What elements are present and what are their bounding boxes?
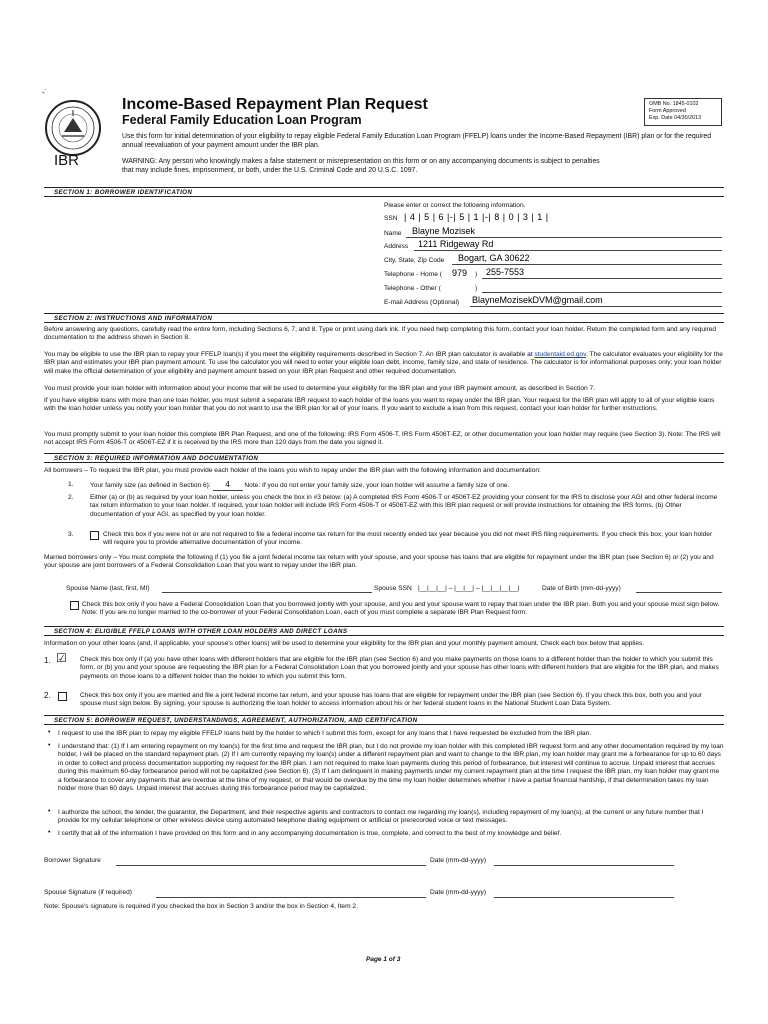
bullet-1: • xyxy=(48,729,51,736)
city-value: Bogart, GA 30622 xyxy=(458,253,530,263)
family-size-field[interactable] xyxy=(213,481,243,491)
corner-mark: -˙ xyxy=(42,88,48,97)
spouse-date-label: Date (mm-dd-yyyy) xyxy=(430,889,487,896)
section1-prompt: Please enter or correct the following information. xyxy=(384,202,526,209)
married-borrowers-text: Married borrowers only – You must complete the following if (1) you file a joint federal income tax return with your spouse, and your spouse has loans that are eligible for repayment under the IBR plan (see Section 6) or (2) you and your spouse are joint borrowers of a Federal Consolidation Loan that you want to repay under the IBR plan. xyxy=(44,554,714,570)
section3-item1 xyxy=(90,481,724,491)
tel-home-close: ) xyxy=(475,271,478,278)
section3-item1-num: 1. xyxy=(68,481,74,488)
section3-item2-num: 2. xyxy=(68,494,74,501)
borrower-signature-field[interactable] xyxy=(116,856,426,866)
spouse-name-field[interactable] xyxy=(162,582,372,593)
section4-item2: Check this box only if you are married and file a joint federal income tax return, and your spouse has loans that are eligible for repayment under the IBR plan (see Section 6). If you check this box, both you and your spouse must sign below. By signing, your spouse is authorizing the loan holder to access information about his or her federal student loans in the National Student Loan Data System. xyxy=(80,692,702,708)
section2-p4: If you have eligible loans with more than one loan holder, you must submit a separate IBR request to each holder of the loans you want to repay under the IBR plan. Your request for the IBR plan will apply to all of your eligible loans with the loan holder unless you notify your loan holder that you do not want to use the IBR plan for all of your loans. If you want to exclude a loan from this request, contact your loan holder for further instructions. xyxy=(44,397,715,413)
bullet-4: • xyxy=(48,829,51,836)
spouse-ssn-label: Spouse SSN xyxy=(374,585,412,592)
email-field[interactable] xyxy=(470,296,722,307)
warning-text: WARNING: Any person who knowingly makes a false statement or misrepresentation on this form or on any accompanying documents is subject to penalties that may include fines, imprisonment, or both, under the U.S. Criminal Code and 20 U.S.C. 1097. xyxy=(122,158,600,174)
section3-item3-num: 3. xyxy=(68,531,74,538)
section5-bullet-4: I certify that all of the information I have provided on this form and in any accompanying documentation is true, complete, and correct to the best of my knowledge and belief. xyxy=(58,830,562,837)
city-label: City, State, Zip Code xyxy=(384,257,445,264)
section5-bullet-1: I request to use the IBR plan to repay my eligible FFELP loans held by the holder to which I submit this form, except for any loans that I have requested be excluded from the IBR plan. xyxy=(58,730,592,737)
section2-p2-start: You may be eligible to use the IBR plan to repay your FFELP loan(s) if you meet the eligibility requirements described in Section 7. An IBR plan calculator is available at xyxy=(44,351,535,358)
name-value: Blayne Mozisek xyxy=(412,226,476,236)
bullet-3: • xyxy=(48,808,51,815)
spouse-signature-label: Spouse Signature (if required) xyxy=(44,889,132,896)
borrower-date-label: Date (mm-dd-yyyy) xyxy=(430,857,487,864)
spouse-signature-field[interactable] xyxy=(156,888,426,898)
section4-heading: SECTION 4: ELIGIBLE FFELP LOANS WITH OTHER LOAN HOLDERS AND DIRECT LOANS xyxy=(44,626,724,636)
section4-intro: Information on your other loans (and, if applicable, your spouse's other loans) will be used to determine your eligibility for the IBR plan and your monthly payment amount. Check each box below that applies. xyxy=(44,640,645,647)
address-field[interactable] xyxy=(414,240,722,251)
tel-other-close: ) xyxy=(475,285,478,292)
name-field[interactable] xyxy=(406,227,722,238)
omb-number: OMB No. 1845-0102 xyxy=(649,101,699,107)
department-seal-icon xyxy=(42,98,104,158)
form-subtitle: Federal Family Education Loan Program xyxy=(122,113,362,127)
no-tax-return-checkbox[interactable] xyxy=(90,531,99,540)
section5-bullet-3: I authorize the school, the lender, the guarantor, the Department, and their respective agents and contractors to contact me regarding my loan(s), including repayment of my loan(s), at the current or any future number that I provide for my cellular telephone or other wireless device using automated telephone dialing equipment or artificial or prerecorded voice or text messages. xyxy=(58,809,704,825)
tel-home-field[interactable] xyxy=(482,268,722,279)
email-value: BlayneMozisekDVM@gmail.com xyxy=(472,295,603,305)
studentaid-link[interactable]: studentaid.ed.gov xyxy=(534,351,586,358)
email-label: E-mail Address (Optional) xyxy=(384,299,460,306)
family-size-note: Note: If you do not enter your family size, your loan holder will assume a family size of one. xyxy=(244,482,510,489)
family-size-value: 4 xyxy=(225,480,230,489)
section3-item2: Either (a) or (b) as required by your loan holder, unless you check the box in #3 below: (a) A completed IRS Form 4506-T or 4506T-EZ providing your consent for the IRS to disclose your AGI and other federal income tax return information to your loan holder. If required, your loan holder will include IRS Form 4506-T or 4506T-EZ with this IBR plan request or will provide instructions for obtaining the IRS forms. (b) Other documentation of your AGI, as specified by your loan holder. xyxy=(90,494,718,518)
section5-heading: SECTION 5: BORROWER REQUEST, UNDERSTANDINGS, AGREEMENT, AUTHORIZATION, AND CERTIFICATION xyxy=(44,715,724,725)
spouse-loans-checkbox[interactable] xyxy=(58,692,67,701)
section2-p2-end: . The calculator evaluates your eligibility for the IBR plan and estimates your IBR plan payment amount. To use the calculator you will need to enter your eligible loan debt, income, family size, and state of residence. The calculator is for informational purposes only; your loan holder will make the official determination of your eligibility and payment amount based on your IBR plan Request and other required documentation. xyxy=(44,351,723,375)
family-size-label: Your family size (as defined in Section 6): xyxy=(90,482,211,489)
section2-p3: You must provide your loan holder with information about your income that will be used to determine your eligibility for the IBR plan and your IBR payment amount, as described in Section 7. xyxy=(44,385,595,392)
tel-home-label: Telephone - Home ( xyxy=(384,271,442,278)
other-holders-checkbox[interactable]: ☑ xyxy=(56,651,67,665)
section3-heading: SECTION 3: REQUIRED INFORMATION AND DOCUMENTATION xyxy=(44,453,724,463)
spouse-signature-note: Note: Spouse's signature is required if you checked the box in Section 3 and/or the box in Section 4, Item 2. xyxy=(44,903,358,910)
omb-approved: Form Approved xyxy=(649,107,686,114)
borrower-signature-label: Borrower Signature xyxy=(44,857,101,864)
section2-heading: SECTION 2: INSTRUCTIONS AND INFORMATION xyxy=(44,313,724,323)
intro-text: Use this form for initial determination of your eligibility to repay eligible Federal Family Education Loan Program (FFELP) loans under the Income-Based Repayment (IBR) plan or for the required annual reevaluation of your payment amount under the IBR plan. xyxy=(122,133,712,149)
section3-intro: All borrowers – To request the IBR plan, you must provide each holder of the loans you wish to repay under the IBR plan with the following information and documentation: xyxy=(44,467,541,474)
page-number: Page 1 of 3 xyxy=(366,956,401,963)
address-value: 1211 Ridgeway Rd xyxy=(418,239,494,249)
borrower-date-field[interactable] xyxy=(494,856,674,866)
omb-expiration: Exp. Date 04/30/2013 xyxy=(649,114,702,121)
section3-item3: Check this box if you were not or are not required to file a federal income tax return for the most recently ended tax year because you did not meet IRS filing requirements. If you check this box, your loan holder will require you to provide alternative documentation of your income. xyxy=(103,531,713,547)
tel-other-field[interactable] xyxy=(482,282,722,293)
tel-other-label: Telephone - Other ( xyxy=(384,285,441,292)
section2-p5: You must promptly submit to your loan holder this complete IBR Plan Request, and one of the following: IRS Form 4506-T, IRS Form 4506T-EZ, or other documentation your loan holder may require (see Section 3). Note: The IRS will not accept IRS Form 4506-T or 4506T-EZ if it is received by the IRS more than 120 days from the date you signed it. xyxy=(44,431,721,447)
section2-p1: Before answering any questions, carefully read the entire form, including Sections 6, 7, and 8. Type or print using dark ink. If you need help completing this form, contact your loan holder. Return the completed form and any required documentation to the address shown in Section 8. xyxy=(44,326,717,342)
ssn-label: SSN xyxy=(384,215,398,222)
tel-home-area[interactable]: 979 xyxy=(452,268,468,278)
city-field[interactable] xyxy=(452,254,722,265)
form-title: Income-Based Repayment Plan Request xyxy=(122,96,428,113)
omb-box xyxy=(644,98,722,126)
dob-label: Date of Birth (mm-dd-yyyy) xyxy=(542,585,621,592)
bullet-2: • xyxy=(48,742,51,749)
name-label: Name xyxy=(384,230,402,237)
joint-consolidation-text: Check this box only if you have a Federal Consolidation Loan that you borrowed jointly with your spouse, and you and your spouse want to repay that loan under the IBR plan. Both you and your spouse must sign below. Note: If you are no longer married to the co-borrower of your Federal Consolidation Loan, each of you must complete a separate IBR Plan Request form. xyxy=(82,601,720,617)
section4-item1-num: 1. xyxy=(44,656,51,665)
section4-item2-num: 2. xyxy=(44,691,51,700)
spouse-ssn-field[interactable]: |__|__|__| – |__|__| – |__|__|__|__| xyxy=(418,585,520,592)
section5-bullet-2: I understand that: (1) If I am entering repayment on my loan(s) for the first time and request the IBR plan, but I do not provide my loan holder with this completed IBR request form and any other documentation required by my loan holder, I will be placed on the standard repayment plan. (2) If I am currently repaying my loan(s) under a different repayment plan and want to change to the IBR plan, my loan holder may grant me a forbearance for up to 60 days in order to collect and process documentation supporting my request for the IBR plan. I am not required to make loan payments during this period of forbearance, but interest will continue to accrue. Unpaid interest that accrues during this maximum 60-day forbearance period will not be capitalized (see Section 6). (3) If I am delinquent in making payments under my current repayment plan at the time I request the IBR plan, my loan holder may grant me a forbearance to cover any payments that are overdue at the time of my request, or that would be overdue by the time my loan holder determines whether I have a partial financial hardship, if that determination takes my loan holder more than 60 days. Unpaid interest that accrues during this forbearance period may be capitalized. xyxy=(58,743,724,793)
ibr-badge: IBR xyxy=(54,152,80,169)
spouse-date-field[interactable] xyxy=(494,888,674,898)
section4-item1: Check this box only if (a) you have other loans with different holders that are eligible for the IBR plan (see Section 6) and you make payments on those loans to a different holder than the holder to which you submit this form, or (b) you and your spouse are requesting the IBR plan for a Federal Consolidation Loan that you borrowed jointly and your spouse has other loans with different holders that are eligible for the IBR plan, and makes payments on those loans to a different holder than the holder to which you submit this form. xyxy=(80,656,719,680)
joint-consolidation-checkbox[interactable] xyxy=(70,601,79,610)
address-label: Address xyxy=(384,243,409,250)
dob-field[interactable] xyxy=(636,582,722,593)
section1-heading: SECTION 1: BORROWER IDENTIFICATION xyxy=(44,187,724,197)
section2-p2 xyxy=(44,351,724,376)
tel-home-value: 255-7553 xyxy=(486,267,525,277)
ssn-field[interactable]: | 4 | 5 | 6 |-| 5 | 1 |-| 8 | 0 | 3 | 1 | xyxy=(404,212,549,222)
spouse-name-label: Spouse Name (last, first, MI) xyxy=(66,585,150,592)
